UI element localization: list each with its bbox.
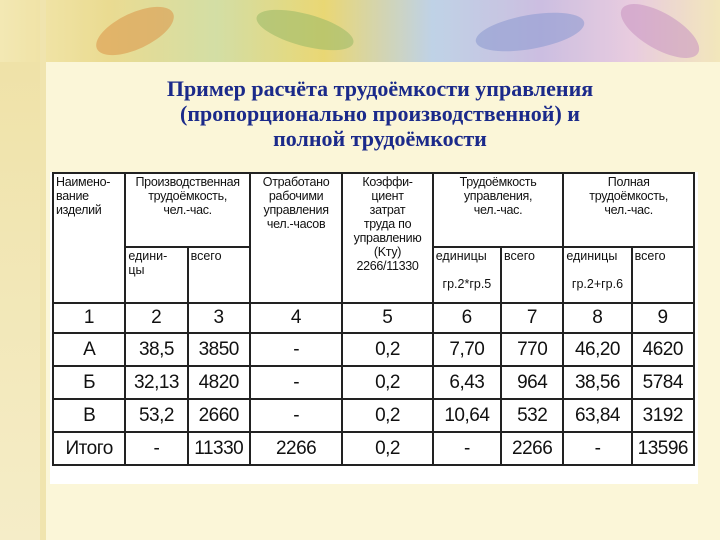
decorative-sidebar — [0, 62, 40, 540]
table-cell: 2660 — [188, 399, 250, 432]
subheader-full-total: всего — [632, 247, 694, 303]
table-cell: 4620 — [632, 333, 694, 366]
leaf-decoration-icon — [610, 2, 710, 60]
leaf-decoration-icon — [470, 4, 590, 60]
decorative-banner — [0, 0, 720, 62]
table-cell: 964 — [501, 366, 563, 399]
table-cell: 770 — [501, 333, 563, 366]
table-cell: 7,70 — [433, 333, 501, 366]
table-cell: Б — [53, 366, 125, 399]
table-cell: 10,64 — [433, 399, 501, 432]
table-cell: - — [250, 333, 342, 366]
table-cell: 38,5 — [125, 333, 187, 366]
table-cell: 0,2 — [342, 333, 432, 366]
table-cell: 3850 — [188, 333, 250, 366]
column-number: 7 — [501, 303, 563, 333]
table-cell: 38,56 — [563, 366, 631, 399]
column-number: 6 — [433, 303, 501, 333]
table-cell: 4820 — [188, 366, 250, 399]
table-cell: - — [125, 432, 187, 465]
slide-title — [60, 76, 700, 151]
table-cell: - — [250, 366, 342, 399]
table-cell: 6,43 — [433, 366, 501, 399]
table-cell: 2266 — [501, 432, 563, 465]
column-number: 5 — [342, 303, 432, 333]
table-cell: 3192 — [632, 399, 694, 432]
table-cell: 532 — [501, 399, 563, 432]
table-row — [53, 333, 694, 366]
table-row — [53, 399, 694, 432]
table-cell: 32,13 — [125, 366, 187, 399]
table-cell: В — [53, 399, 125, 432]
table-cell: 63,84 — [563, 399, 631, 432]
subheader-unit: едини- цы — [125, 247, 187, 303]
subheader-total: всего — [188, 247, 250, 303]
table-cell: А — [53, 333, 125, 366]
title-line: (пропорционально производственной) и — [180, 101, 580, 126]
header-name: Наимено- вание изделий — [53, 173, 125, 303]
header-hours-worked: Отработано рабочими управления чел.-часов — [250, 173, 342, 303]
column-number: 2 — [125, 303, 187, 333]
table-cell: 46,20 — [563, 333, 631, 366]
title-line: полной трудоёмкости — [273, 126, 487, 151]
title-line: Пример расчёта трудоёмкости управления — [166, 76, 594, 101]
column-number: 1 — [53, 303, 125, 333]
column-number: 9 — [632, 303, 694, 333]
table-cell: - — [433, 432, 501, 465]
table-cell: - — [563, 432, 631, 465]
table-cell: 13596 — [632, 432, 694, 465]
table-cell: 11330 — [188, 432, 250, 465]
table-cell: 0,2 — [342, 399, 432, 432]
leaf-decoration-icon — [250, 0, 360, 60]
table-cell: Итого — [53, 432, 125, 465]
header-coefficient: Коэффи- циент затрат труда по управлению (Kту) 2266/11330 — [342, 173, 432, 303]
decorative-stripe — [40, 0, 46, 540]
leaf-decoration-icon — [90, 2, 180, 60]
subheader-mgmt-total: всего — [501, 247, 563, 303]
header-mgmt-labor: Трудоёмкость управления, чел.-час. — [433, 173, 564, 247]
column-number: 8 — [563, 303, 631, 333]
header-full-labor: Полная трудоёмкость, чел.-час. — [563, 173, 694, 247]
table-cell: 53,2 — [125, 399, 187, 432]
table-cell: 2266 — [250, 432, 342, 465]
column-number: 3 — [188, 303, 250, 333]
subheader-mgmt-unit: единицы гр.2*гр.5 — [433, 247, 501, 303]
labor-table-container — [50, 172, 698, 484]
table-row — [53, 366, 694, 399]
subheader-full-unit: единицы гр.2+гр.6 — [563, 247, 631, 303]
table-cell: 0,2 — [342, 432, 432, 465]
table-header-row — [53, 173, 694, 247]
table-cell: - — [250, 399, 342, 432]
labor-table — [52, 172, 695, 466]
header-production: Производственная трудоёмкость, чел.-час. — [125, 173, 250, 247]
table-row-total — [53, 432, 694, 465]
table-cell: 5784 — [632, 366, 694, 399]
table-cell: 0,2 — [342, 366, 432, 399]
column-number: 4 — [250, 303, 342, 333]
column-number-row — [53, 303, 694, 333]
